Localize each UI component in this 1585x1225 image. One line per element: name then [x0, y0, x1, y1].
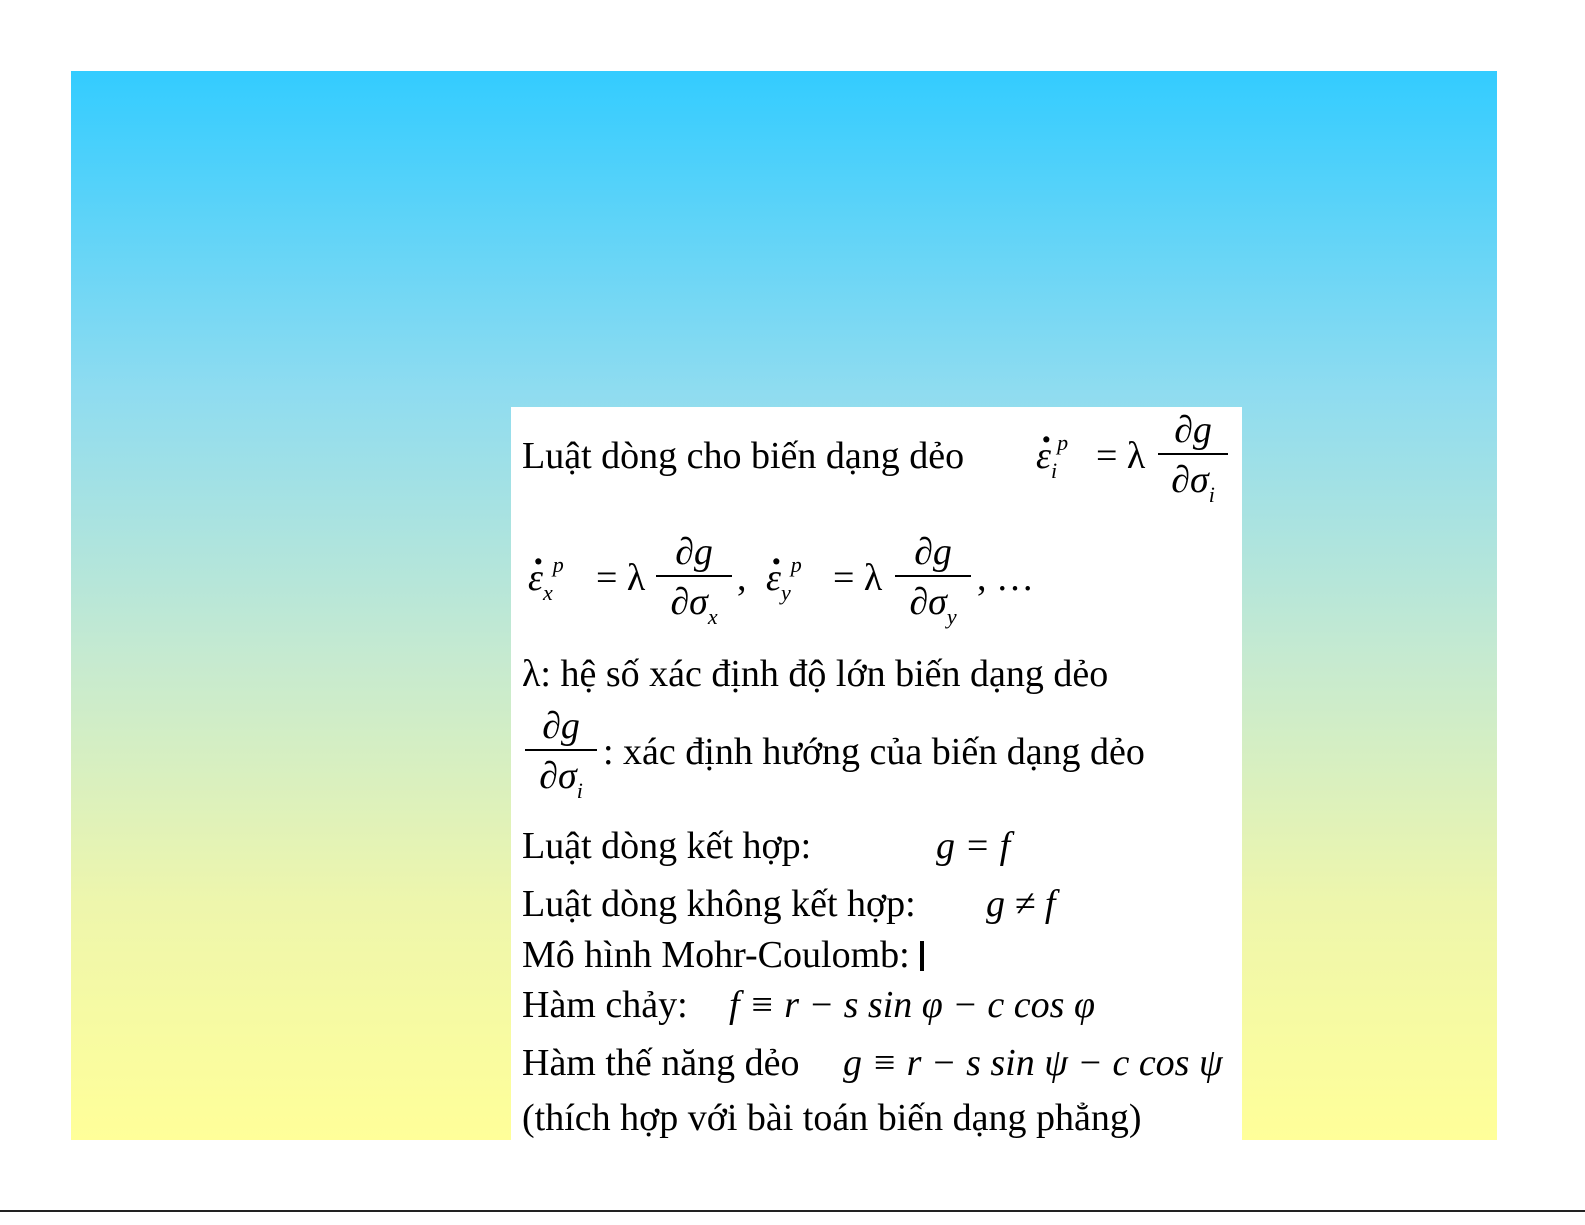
- flow-rule-fraction: [1158, 409, 1228, 507]
- associated-flow-math: g = f: [936, 825, 1011, 867]
- flow-rule-heading: [522, 437, 964, 475]
- bottom-divider: [0, 1210, 1585, 1212]
- fraction-numerator: ∂g: [895, 533, 971, 577]
- content-card: [511, 407, 1242, 1149]
- fraction-numerator: ∂g: [525, 707, 597, 751]
- non-associated-flow-math: g ≠ f: [986, 883, 1056, 925]
- flow-rule-label: Luật dòng cho biến dạng dẻo: [522, 435, 965, 477]
- superscript-p: p: [1057, 430, 1069, 455]
- strain-y-equals: = λ: [833, 557, 883, 599]
- strain-y-lhs: · $\varepsilon_y^p$: [766, 559, 802, 597]
- epsilon-symbol: · ε: [1036, 435, 1051, 477]
- plastic-potential-label: Hàm thế năng dẻo: [522, 1042, 800, 1084]
- lambda-definition: λ: hệ số xác định độ lớn biến dạng dẻo: [522, 653, 1109, 695]
- ellipsis: , …: [977, 557, 1034, 599]
- fraction-denominator: $\partial\sigma_i$: [539, 755, 583, 803]
- fraction-denominator: $\partial\sigma_i$: [1171, 459, 1215, 507]
- fraction-numerator: ∂g: [656, 533, 732, 577]
- text-cursor: [920, 941, 924, 971]
- separator-comma: ,: [737, 557, 747, 599]
- non-associated-flow-label: Luật dòng không kết hợp:: [522, 883, 916, 925]
- mohr-coulomb-heading: [522, 936, 924, 974]
- flow-rule-lhs: [1036, 430, 1069, 483]
- strain-x-fraction: [656, 531, 732, 629]
- yield-function-label: Hàm chảy:: [522, 984, 688, 1026]
- strain-x-equals: = λ: [596, 557, 646, 599]
- fraction-denominator: $\partial\sigma_x$: [670, 581, 718, 629]
- flow-rule-equals: = λ: [1096, 435, 1146, 477]
- fraction-denominator: $\partial\sigma_y$: [909, 581, 957, 629]
- fraction-numerator: ∂g: [1158, 411, 1228, 455]
- slide-background: [71, 71, 1497, 1140]
- plane-strain-note: (thích hợp với bài toán biến dạng phẳng): [522, 1097, 1142, 1139]
- mohr-coulomb-label: Mô hình Mohr-Coulomb:: [522, 934, 910, 976]
- strain-y-fraction: [895, 531, 971, 629]
- direction-fraction: [525, 705, 597, 803]
- plastic-potential-math: g ≡ r − s sin ψ − c cos ψ: [843, 1042, 1223, 1084]
- associated-flow-label: Luật dòng kết hợp:: [522, 825, 812, 867]
- subscript-i: i: [1050, 458, 1058, 483]
- strain-x-lhs: · $\varepsilon_x^p$: [528, 559, 564, 597]
- yield-function-math: f ≡ r − s sin φ − c cos φ: [729, 984, 1095, 1026]
- direction-definition: : xác định hướng của biến dạng dẻo: [603, 731, 1145, 773]
